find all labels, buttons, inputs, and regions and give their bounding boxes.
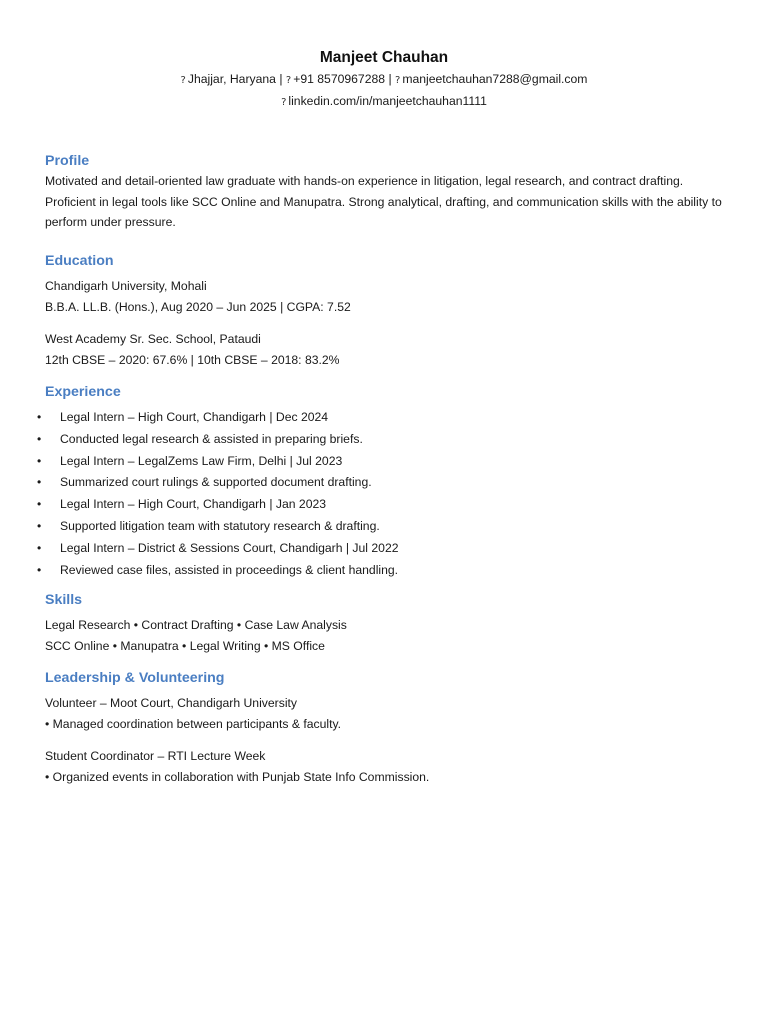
experience-item: • Legal Intern – LegalZems Law Firm, Delhi | Jul 2023 — [45, 451, 735, 473]
section-heading-profile: Profile — [45, 153, 90, 169]
resume-header — [0, 47, 768, 113]
section-heading-experience: Experience — [45, 384, 121, 400]
linkedin-line — [0, 91, 768, 113]
leadership-section — [45, 668, 735, 787]
experience-section — [37, 382, 735, 581]
bullet-icon: • — [37, 410, 42, 424]
skills-line: Legal Research • Contract Drafting • Case Law Analysis — [45, 618, 347, 632]
leadership-role: Student Coordinator – RTI Lecture Week — [45, 749, 266, 763]
phone-text: +91 8570967288 — [293, 72, 386, 86]
education-institution: Chandigarh University, Mohali — [45, 279, 207, 293]
bullet-icon: • — [37, 431, 42, 446]
section-heading-leadership: Leadership & Volunteering — [45, 670, 225, 686]
education-entry — [45, 329, 735, 370]
leadership-detail: • Organized events in collaboration with Punjab State Info Commission. — [45, 769, 430, 784]
experience-item: • Supported litigation team with statutory research & drafting. — [45, 516, 735, 538]
skills-line: SCC Online • Manupatra • Legal Writing • MS Office — [45, 638, 325, 653]
profile-section — [45, 151, 735, 233]
education-detail: B.B.A. LL.B. (Hons.), Aug 2020 – Jun 2025 | CGPA: 7.52 — [45, 299, 351, 314]
bullet-icon: • — [37, 518, 42, 533]
phone-icon: ? — [285, 75, 292, 86]
experience-item: • Legal Intern – High Court, Chandigarh | Dec 2024 — [45, 407, 735, 429]
bullet-icon: • — [37, 497, 42, 512]
section-heading-education: Education — [45, 253, 114, 269]
experience-item: • Reviewed case files, assisted in proceedings & client handling. — [45, 560, 735, 582]
skills-section — [45, 590, 735, 656]
linkedin-text: linkedin.com/in/manjeetchauhan1111 — [288, 94, 487, 108]
bullet-icon: • — [37, 453, 42, 468]
education-institution: West Academy Sr. Sec. School, Pataudi — [45, 332, 261, 346]
leadership-detail: • Managed coordination between participants & faculty. — [45, 716, 342, 731]
education-section — [45, 251, 735, 370]
section-heading-skills: Skills — [45, 592, 83, 608]
experience-item: • Legal Intern – High Court, Chandigarh | Jan 2023 — [45, 494, 735, 516]
leadership-role: Volunteer – Moot Court, Chandigarh University — [45, 696, 298, 710]
experience-item: • Conducted legal research & assisted in preparing briefs. — [45, 429, 735, 451]
candidate-name: Manjeet Chauhan — [319, 49, 449, 66]
leadership-entry — [45, 746, 735, 787]
bullet-icon: • — [37, 562, 42, 577]
experience-item: • Legal Intern – District & Sessions Court, Chandigarh | Jul 2022 — [45, 538, 735, 560]
bullet-icon: • — [37, 540, 42, 555]
email-icon: ? — [395, 75, 401, 86]
linkedin-icon: ? — [281, 97, 287, 108]
leadership-entry — [45, 693, 735, 734]
separator: | — [279, 72, 283, 86]
education-detail: 12th CBSE – 2020: 67.6% | 10th CBSE – 2018: 83.2% — [45, 352, 340, 367]
separator: | — [388, 72, 392, 86]
email-text: manjeetchauhan7288@gmail.com — [402, 72, 588, 86]
profile-summary: Motivated and detail-oriented law graduate with hands-on experience in litigation, legal research, and contract drafting. Proficient in legal tools like SCC Online and Manupatra. Strong analytical, drafting, and communication skills with the ability to perform under pressure. — [45, 174, 722, 229]
location-icon: ? — [180, 75, 186, 86]
location-text: Jhajjar, Haryana — [187, 72, 276, 86]
experience-item: • Summarized court rulings & supported document drafting. — [45, 472, 735, 494]
education-entry — [45, 276, 735, 317]
bullet-icon: • — [37, 475, 42, 490]
contact-line — [0, 69, 768, 91]
